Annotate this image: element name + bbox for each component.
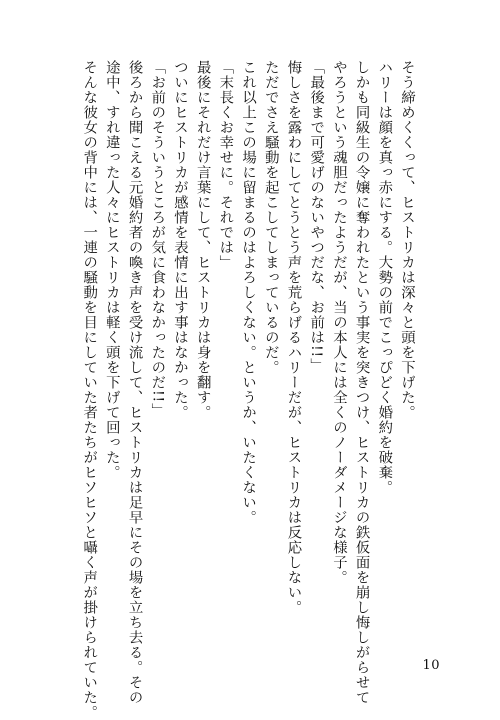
text-line: 最後にそれだけ言葉にして、ヒストリカは身を翻す。 [194, 60, 211, 420]
text-line: 後ろから聞こえる元婚約者の喚き声を受け流して、ヒストリカは足早にその場を立ち去る。その [126, 60, 143, 705]
text-line: 「最後まで可愛げのないやつだな、お前は!!」 [308, 60, 325, 373]
text-line: ハリーは顔を真っ赤にする。大勢の前でこっぴどく婚約を破棄。 [376, 60, 393, 495]
text-line: ただでさえ騒動を起こしてしまっているのだ。 [262, 60, 279, 375]
text-line: そう締めくくって、ヒストリカは深々と頭を下げた。 [399, 60, 415, 420]
vertical-text-body [77, 60, 418, 720]
text-line: 「末長くお幸せに。それでは」 [217, 60, 234, 270]
text-line: 悔しさを露わにしてとうとう声を荒らげるハリーだが、ヒストリカは反応しない。 [285, 60, 302, 615]
text-line: やろうという魂胆だったようだが、当の本人には全くのノーダメージな様子。 [330, 60, 347, 585]
text-line: 「お前のそういうところが気に食わなかったのだ!!」 [149, 60, 166, 418]
text-line: そんな彼女の背中には、一連の騒動を目にしていた者たちがヒソヒソと囁く声が掛けられていた。 [81, 60, 98, 720]
text-line: しかも同級生の令嬢に奪われたという事実を突きつけ、ヒストリカの鉄仮面を崩し悔しがらせて [353, 60, 370, 705]
text-line: 途中、すれ違った人々にヒストリカは軽く頭を下げて回った。 [103, 60, 120, 480]
text-line: これ以上この場に留まるのはよろしくない。というか、いたくない。 [240, 60, 257, 525]
text-line: ついにヒストリカが感情を表情に出す事はなかった。 [171, 60, 188, 420]
page-number: 10 [422, 658, 440, 673]
